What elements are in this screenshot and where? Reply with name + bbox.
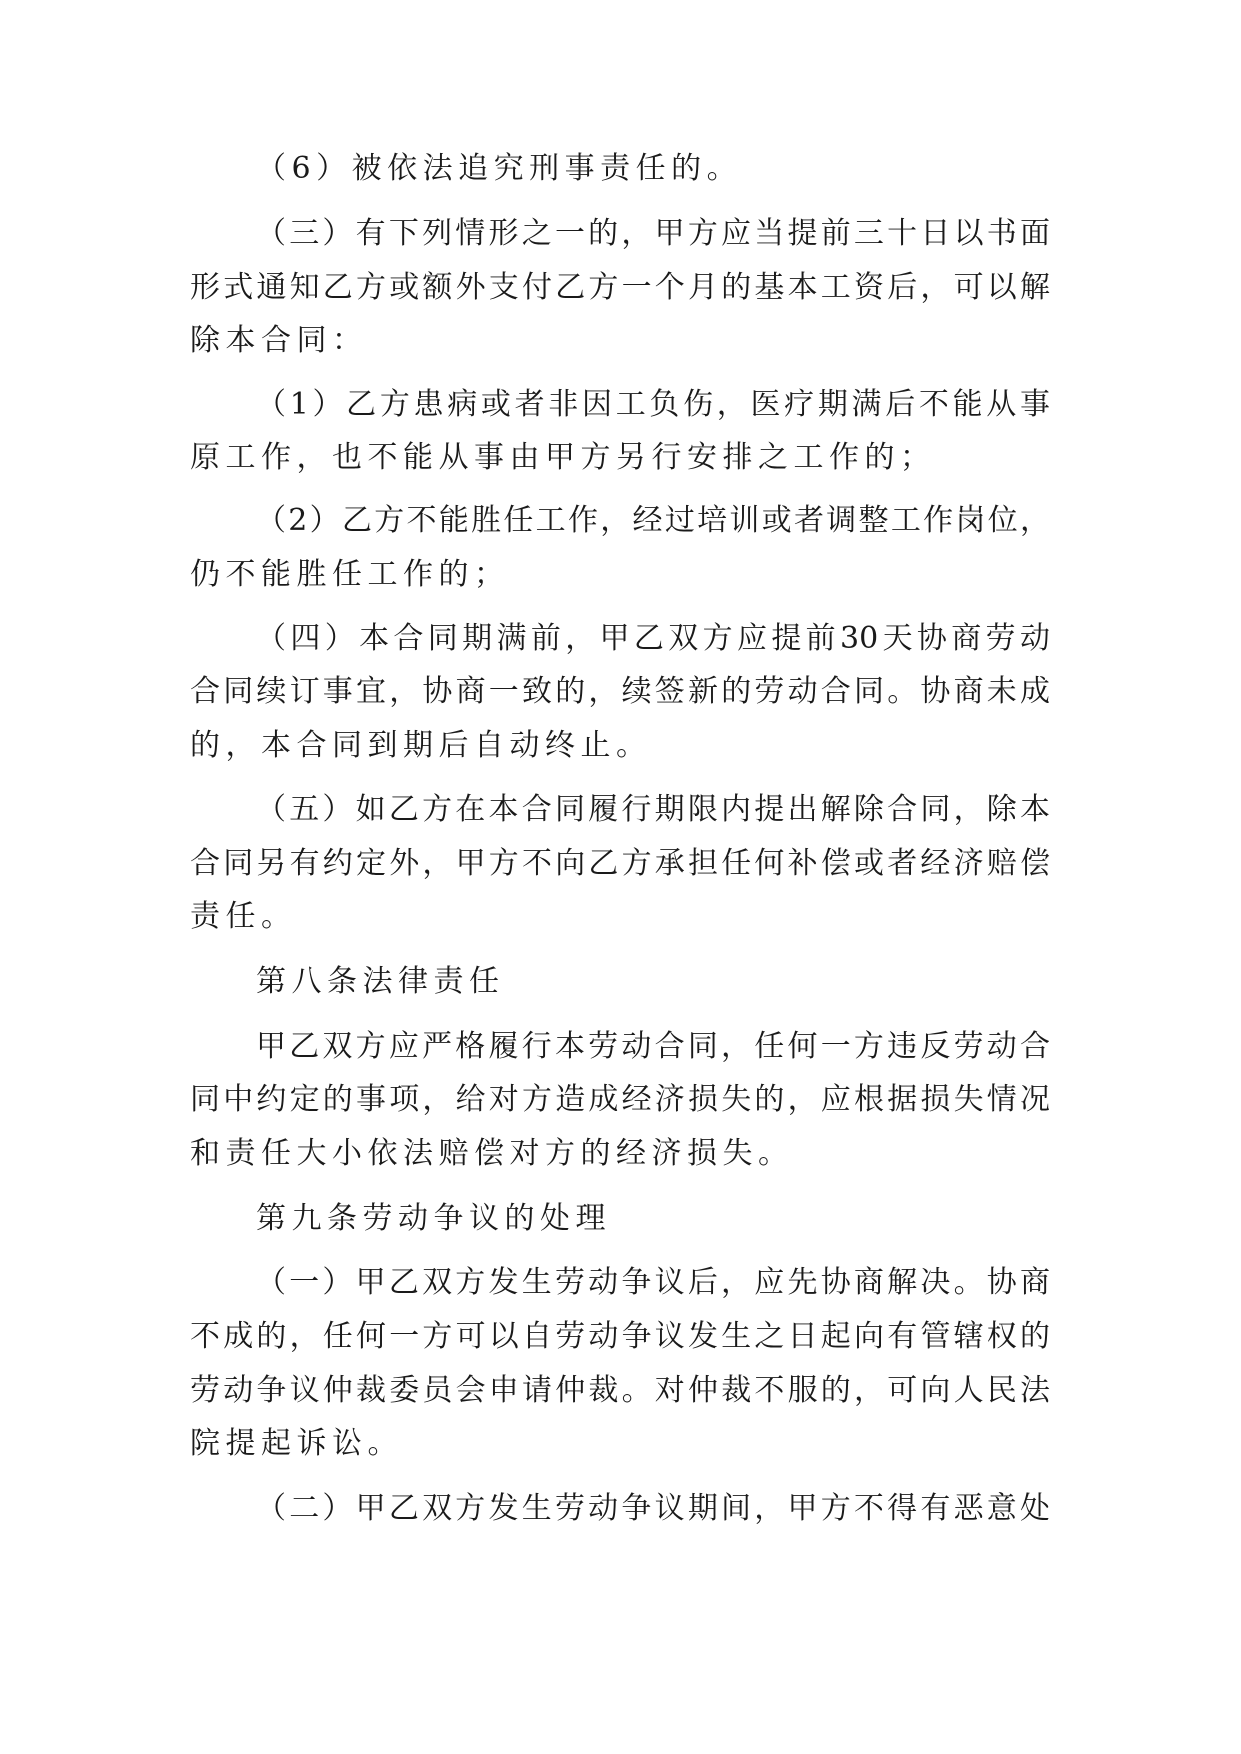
paragraph-line: （一）甲乙双方发生劳动争议后，应先协商解决。协商 xyxy=(256,1265,1050,1300)
paragraph-line: （五）如乙方在本合同履行期限内提出解除合同，除本 xyxy=(256,792,1050,827)
paragraph-line: （四）本合同期满前，甲乙双方应提前30天协商劳动 xyxy=(256,621,1050,656)
paragraph-line: 和责任大小依法赔偿对方的经济损失。 xyxy=(190,1136,794,1171)
paragraph-line: 仍不能胜任工作的； xyxy=(190,557,510,592)
section-heading: 第九条劳动争议的处理 xyxy=(256,1201,611,1236)
paragraph-line: （1）乙方患病或者非因工负伤，医疗期满后不能从事 xyxy=(256,387,1050,422)
paragraph-line: 合同续订事宜，协商一致的，续签新的劳动合同。协商未成 xyxy=(190,674,1050,709)
paragraph-line: 形式通知乙方或额外支付乙方一个月的基本工资后，可以解 xyxy=(190,270,1050,305)
paragraph-line: （6）被依法追究刑事责任的。 xyxy=(256,151,743,186)
paragraph-line: 原工作，也不能从事由甲方另行安排之工作的； xyxy=(190,440,936,475)
paragraph-line: 合同另有约定外，甲方不向乙方承担任何补偿或者经济赔偿 xyxy=(190,846,1050,881)
paragraph-line: 同中约定的事项，给对方造成经济损失的，应根据损失情况 xyxy=(190,1082,1050,1117)
paragraph-line: 不成的，任何一方可以自劳动争议发生之日起向有管辖权的 xyxy=(190,1319,1050,1354)
paragraph-line: （三）有下列情形之一的，甲方应当提前三十日以书面 xyxy=(256,216,1050,251)
paragraph-line: （二）甲乙双方发生劳动争议期间，甲方不得有恶意处 xyxy=(256,1491,1050,1526)
paragraph-line: 甲乙双方应严格履行本劳动合同，任何一方违反劳动合 xyxy=(256,1029,1050,1064)
paragraph-line: 责任。 xyxy=(190,899,297,934)
paragraph-line: 院提起诉讼。 xyxy=(190,1426,403,1461)
paragraph-line: （2）乙方不能胜任工作，经过培训或者调整工作岗位， xyxy=(256,503,1050,538)
paragraph-line: 劳动争议仲裁委员会申请仲裁。对仲裁不服的，可向人民法 xyxy=(190,1373,1050,1408)
paragraph-line: 的，本合同到期后自动终止。 xyxy=(190,728,652,763)
section-heading: 第八条法律责任 xyxy=(256,964,505,999)
paragraph-line: 除本合同： xyxy=(190,323,368,358)
